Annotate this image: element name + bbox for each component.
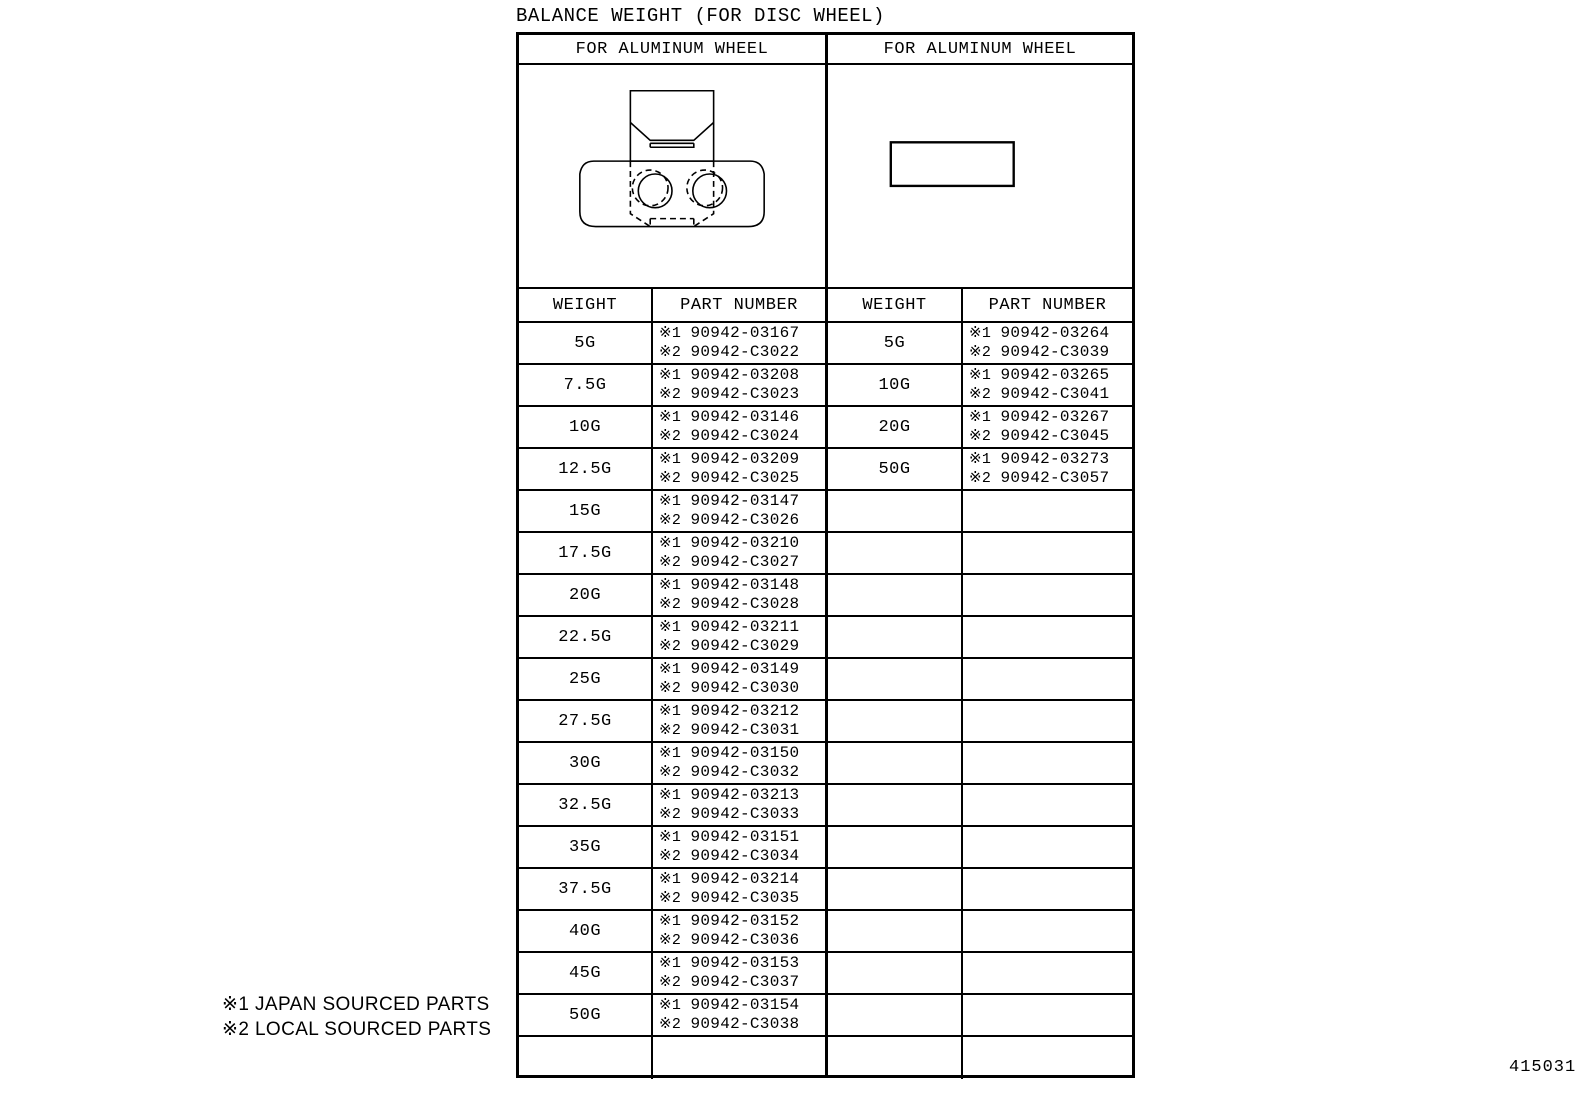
part-number-local-value: 90942-C3039 <box>1000 343 1110 361</box>
part-number-japan-value: 90942-03151 <box>690 828 800 846</box>
part-number-local-value: 90942-C3045 <box>1000 427 1110 445</box>
mark-japan-icon: ※1 <box>659 451 691 468</box>
cell-part-number <box>653 323 825 363</box>
cell-part-number <box>653 491 825 531</box>
column-header-weight-right: WEIGHT <box>828 289 963 321</box>
part-number-local-value: 90942-C3036 <box>690 931 800 949</box>
part-number-japan <box>659 450 799 469</box>
parts-group-left <box>519 35 825 1075</box>
part-number-local <box>659 889 799 908</box>
cell-part-number <box>963 1037 1132 1079</box>
mark-local-icon: ※2 <box>969 428 1001 445</box>
part-number-japan <box>969 408 1109 427</box>
part-number-local <box>659 847 799 866</box>
cell-part-number <box>963 407 1132 447</box>
part-number-japan-value: 90942-03148 <box>690 576 800 594</box>
cell-part-number <box>963 575 1132 615</box>
part-number-local-value: 90942-C3025 <box>690 469 800 487</box>
part-number-japan <box>659 660 799 679</box>
mark-japan-icon: ※1 <box>969 409 1001 426</box>
part-number-local <box>659 637 799 656</box>
mark-local-icon: ※2 <box>659 806 691 823</box>
part-number-local <box>969 385 1109 404</box>
cell-part-number <box>653 365 825 405</box>
table-row <box>519 827 825 869</box>
table-row <box>828 869 1132 911</box>
part-number-local-value: 90942-C3026 <box>690 511 800 529</box>
part-number-japan-value: 90942-03211 <box>690 618 800 636</box>
table-row <box>519 785 825 827</box>
table-row <box>828 995 1132 1037</box>
part-number-local-value: 90942-C3027 <box>690 553 800 571</box>
parts-group-right <box>828 35 1132 1075</box>
part-number-japan-value: 90942-03214 <box>690 870 800 888</box>
cell-weight <box>828 827 963 867</box>
mark-local-icon: ※2 <box>659 890 691 907</box>
cell-weight: 45G <box>519 953 653 993</box>
table-row <box>828 617 1132 659</box>
legend-local-sourced: ※2 LOCAL SOURCED PARTS <box>222 1019 492 1040</box>
part-number-local-value: 90942-C3037 <box>690 973 800 991</box>
cell-weight: 17.5G <box>519 533 653 573</box>
mark-japan-icon: ※1 <box>969 325 1001 342</box>
mark-local-icon: ※2 <box>659 512 691 529</box>
table-row <box>828 407 1132 449</box>
part-number-local-value: 90942-C3024 <box>690 427 800 445</box>
part-number-local-value: 90942-C3034 <box>690 847 800 865</box>
mark-local-icon: ※2 <box>659 974 691 991</box>
group-header-right: FOR ALUMINUM WHEEL <box>828 35 1132 65</box>
part-number-japan-value: 90942-03265 <box>1000 366 1110 384</box>
cell-part-number <box>963 449 1132 489</box>
mark-japan-icon: ※1 <box>659 367 691 384</box>
adhesive-weight-drawing <box>828 65 1132 287</box>
table-row <box>519 449 825 491</box>
cell-part-number <box>963 743 1132 783</box>
part-number-local-value: 90942-C3035 <box>690 889 800 907</box>
cell-weight: 5G <box>828 323 963 363</box>
mark-local-icon: ※2 <box>969 386 1001 403</box>
part-number-local-value: 90942-C3031 <box>690 721 800 739</box>
cell-weight <box>828 995 963 1035</box>
part-number-japan <box>659 786 799 805</box>
part-number-japan-value: 90942-03209 <box>690 450 800 468</box>
part-number-local <box>969 343 1109 362</box>
part-number-japan-value: 90942-03213 <box>690 786 800 804</box>
balance-weight-parts-table <box>516 32 1135 1078</box>
cell-weight <box>828 911 963 951</box>
table-row <box>519 533 825 575</box>
mark-local-icon: ※2 <box>659 1016 691 1033</box>
part-number-local <box>969 427 1109 446</box>
mark-local-icon: ※2 <box>659 722 691 739</box>
column-header-row-right <box>828 289 1132 323</box>
table-row <box>519 323 825 365</box>
part-number-japan <box>659 618 799 637</box>
part-number-local <box>659 511 799 530</box>
table-row <box>519 365 825 407</box>
part-number-japan-value: 90942-03210 <box>690 534 800 552</box>
table-row <box>519 911 825 953</box>
cell-weight <box>828 785 963 825</box>
mark-japan-icon: ※1 <box>659 829 691 846</box>
table-row <box>828 827 1132 869</box>
part-number-japan <box>659 492 799 511</box>
part-number-local <box>659 721 799 740</box>
mark-japan-icon: ※1 <box>659 577 691 594</box>
cell-part-number <box>653 827 825 867</box>
mark-local-icon: ※2 <box>659 470 691 487</box>
part-number-local <box>659 385 799 404</box>
table-row <box>519 869 825 911</box>
cell-part-number <box>963 365 1132 405</box>
cell-weight: 50G <box>828 449 963 489</box>
cell-part-number <box>963 911 1132 951</box>
part-number-japan-value: 90942-03152 <box>690 912 800 930</box>
cell-part-number <box>963 827 1132 867</box>
table-body-left <box>519 323 825 1079</box>
cell-part-number <box>963 659 1132 699</box>
table-row <box>519 1037 825 1079</box>
table-row <box>519 617 825 659</box>
legend-japan-sourced: ※1 JAPAN SOURCED PARTS <box>222 994 490 1015</box>
part-number-japan-value: 90942-03212 <box>690 702 800 720</box>
table-row <box>519 953 825 995</box>
mark-japan-icon: ※1 <box>659 787 691 804</box>
column-header-row-left <box>519 289 825 323</box>
mark-japan-icon: ※1 <box>659 661 691 678</box>
cell-weight: 25G <box>519 659 653 699</box>
part-number-local <box>659 427 799 446</box>
part-number-japan <box>969 366 1109 385</box>
table-row <box>828 701 1132 743</box>
table-row <box>828 743 1132 785</box>
mark-local-icon: ※2 <box>659 848 691 865</box>
cell-weight <box>828 617 963 657</box>
part-number-japan-value: 90942-03167 <box>690 324 800 342</box>
part-number-local-value: 90942-C3030 <box>690 679 800 697</box>
part-number-local-value: 90942-C3023 <box>690 385 800 403</box>
cell-part-number <box>963 785 1132 825</box>
mark-local-icon: ※2 <box>659 344 691 361</box>
part-number-local-value: 90942-C3038 <box>690 1015 800 1033</box>
cell-weight: 22.5G <box>519 617 653 657</box>
mark-local-icon: ※2 <box>659 386 691 403</box>
cell-part-number <box>653 449 825 489</box>
cell-weight: 20G <box>519 575 653 615</box>
clip-on-weight-drawing <box>519 65 825 287</box>
table-row <box>519 575 825 617</box>
mark-local-icon: ※2 <box>659 596 691 613</box>
table-row <box>828 911 1132 953</box>
part-number-local-value: 90942-C3032 <box>690 763 800 781</box>
mark-japan-icon: ※1 <box>659 493 691 510</box>
cell-part-number <box>653 743 825 783</box>
mark-local-icon: ※2 <box>659 554 691 571</box>
mark-japan-icon: ※1 <box>659 325 691 342</box>
part-number-japan <box>659 828 799 847</box>
part-number-local <box>659 931 799 950</box>
cell-weight: 12.5G <box>519 449 653 489</box>
cell-weight <box>828 953 963 993</box>
table-row <box>828 323 1132 365</box>
part-number-japan-value: 90942-03264 <box>1000 324 1110 342</box>
mark-local-icon: ※2 <box>659 428 691 445</box>
column-header-part-number-left: PART NUMBER <box>680 295 798 315</box>
mark-japan-icon: ※1 <box>659 955 691 972</box>
cell-weight: 10G <box>519 407 653 447</box>
cell-weight: 35G <box>519 827 653 867</box>
cell-weight: 40G <box>519 911 653 951</box>
figure-number: 415031 <box>1509 1058 1577 1077</box>
part-number-japan <box>659 408 799 427</box>
part-number-local <box>659 973 799 992</box>
group-header-left: FOR ALUMINUM WHEEL <box>519 35 825 65</box>
mark-japan-icon: ※1 <box>969 367 1001 384</box>
cell-weight <box>828 869 963 909</box>
part-number-japan-value: 90942-03149 <box>690 660 800 678</box>
part-number-local <box>969 469 1109 488</box>
page-title: BALANCE WEIGHT (FOR DISC WHEEL) <box>516 5 885 27</box>
cell-weight <box>828 575 963 615</box>
part-number-japan <box>659 996 799 1015</box>
cell-part-number <box>653 785 825 825</box>
table-row <box>828 659 1132 701</box>
table-row <box>828 365 1132 407</box>
cell-weight <box>828 701 963 741</box>
mark-japan-icon: ※1 <box>969 451 1001 468</box>
cell-part-number <box>963 617 1132 657</box>
part-number-japan <box>659 366 799 385</box>
cell-part-number <box>653 407 825 447</box>
cell-weight <box>828 491 963 531</box>
part-number-japan-value: 90942-03273 <box>1000 450 1110 468</box>
cell-part-number <box>963 953 1132 993</box>
cell-part-number <box>963 491 1132 531</box>
cell-weight <box>828 1037 963 1079</box>
mark-japan-icon: ※1 <box>659 913 691 930</box>
cell-part-number <box>653 995 825 1035</box>
table-row <box>828 953 1132 995</box>
table-body-right <box>828 323 1132 1079</box>
cell-part-number <box>963 995 1132 1035</box>
part-number-japan <box>659 954 799 973</box>
part-number-local <box>659 595 799 614</box>
cell-weight: 5G <box>519 323 653 363</box>
legend <box>222 992 491 1042</box>
mark-local-icon: ※2 <box>659 932 691 949</box>
mark-japan-icon: ※1 <box>659 703 691 720</box>
part-number-japan-value: 90942-03146 <box>690 408 800 426</box>
cell-weight: 20G <box>828 407 963 447</box>
table-row <box>519 659 825 701</box>
part-number-local <box>659 679 799 698</box>
part-number-japan-value: 90942-03150 <box>690 744 800 762</box>
part-number-local-value: 90942-C3041 <box>1000 385 1110 403</box>
mark-local-icon: ※2 <box>969 470 1001 487</box>
cell-part-number <box>963 323 1132 363</box>
part-number-japan <box>659 534 799 553</box>
cell-part-number <box>653 617 825 657</box>
cell-weight <box>828 533 963 573</box>
part-number-local-value: 90942-C3028 <box>690 595 800 613</box>
part-number-japan <box>659 870 799 889</box>
mark-local-icon: ※2 <box>659 680 691 697</box>
part-number-japan <box>659 702 799 721</box>
part-number-japan <box>659 324 799 343</box>
cell-part-number <box>653 659 825 699</box>
column-header-part-number-right: PART NUMBER <box>988 295 1107 315</box>
part-number-japan-value: 90942-03147 <box>690 492 800 510</box>
part-number-japan <box>969 450 1109 469</box>
part-number-local-value: 90942-C3033 <box>690 805 800 823</box>
part-number-japan <box>659 744 799 763</box>
cell-weight: 37.5G <box>519 869 653 909</box>
mark-local-icon: ※2 <box>659 764 691 781</box>
cell-part-number <box>653 953 825 993</box>
mark-japan-icon: ※1 <box>659 997 691 1014</box>
cell-part-number <box>963 701 1132 741</box>
part-number-japan-value: 90942-03267 <box>1000 408 1110 426</box>
part-number-local-value: 90942-C3022 <box>690 343 800 361</box>
part-number-local <box>659 1015 799 1034</box>
table-row <box>519 407 825 449</box>
mark-japan-icon: ※1 <box>659 619 691 636</box>
cell-part-number <box>653 869 825 909</box>
part-number-local-value: 90942-C3029 <box>690 637 800 655</box>
part-number-local <box>659 553 799 572</box>
cell-weight: 50G <box>519 995 653 1035</box>
part-number-japan-value: 90942-03153 <box>690 954 800 972</box>
cell-part-number <box>653 701 825 741</box>
part-number-japan <box>969 324 1109 343</box>
cell-part-number <box>653 1037 825 1079</box>
part-number-local-value: 90942-C3057 <box>1000 469 1110 487</box>
column-header-weight-left: WEIGHT <box>519 289 653 321</box>
cell-weight <box>828 659 963 699</box>
table-row <box>828 449 1132 491</box>
table-row <box>828 1037 1132 1079</box>
cell-part-number <box>963 869 1132 909</box>
cell-part-number <box>653 911 825 951</box>
illustration-adhesive-balance-weight <box>828 65 1132 289</box>
part-number-japan-value: 90942-03208 <box>690 366 800 384</box>
cell-part-number <box>653 575 825 615</box>
table-row <box>828 575 1132 617</box>
table-row <box>828 785 1132 827</box>
mark-local-icon: ※2 <box>969 344 1001 361</box>
cell-weight: 27.5G <box>519 701 653 741</box>
part-number-local <box>659 763 799 782</box>
illustration-clip-on-balance-weight <box>519 65 825 289</box>
part-number-local <box>659 805 799 824</box>
mark-local-icon: ※2 <box>659 638 691 655</box>
cell-weight: 15G <box>519 491 653 531</box>
cell-part-number <box>963 533 1132 573</box>
cell-weight <box>828 743 963 783</box>
part-number-japan-value: 90942-03154 <box>690 996 800 1014</box>
part-number-local <box>659 343 799 362</box>
cell-part-number <box>653 533 825 573</box>
table-row <box>519 995 825 1037</box>
cell-weight: 7.5G <box>519 365 653 405</box>
mark-japan-icon: ※1 <box>659 745 691 762</box>
table-row <box>828 491 1132 533</box>
table-row <box>519 491 825 533</box>
cell-weight: 10G <box>828 365 963 405</box>
table-row <box>519 743 825 785</box>
part-number-japan <box>659 912 799 931</box>
table-row <box>828 533 1132 575</box>
cell-weight: 30G <box>519 743 653 783</box>
mark-japan-icon: ※1 <box>659 535 691 552</box>
mark-japan-icon: ※1 <box>659 871 691 888</box>
mark-japan-icon: ※1 <box>659 409 691 426</box>
part-number-japan <box>659 576 799 595</box>
table-row <box>519 701 825 743</box>
cell-weight: 32.5G <box>519 785 653 825</box>
part-number-local <box>659 469 799 488</box>
cell-weight <box>519 1037 653 1079</box>
